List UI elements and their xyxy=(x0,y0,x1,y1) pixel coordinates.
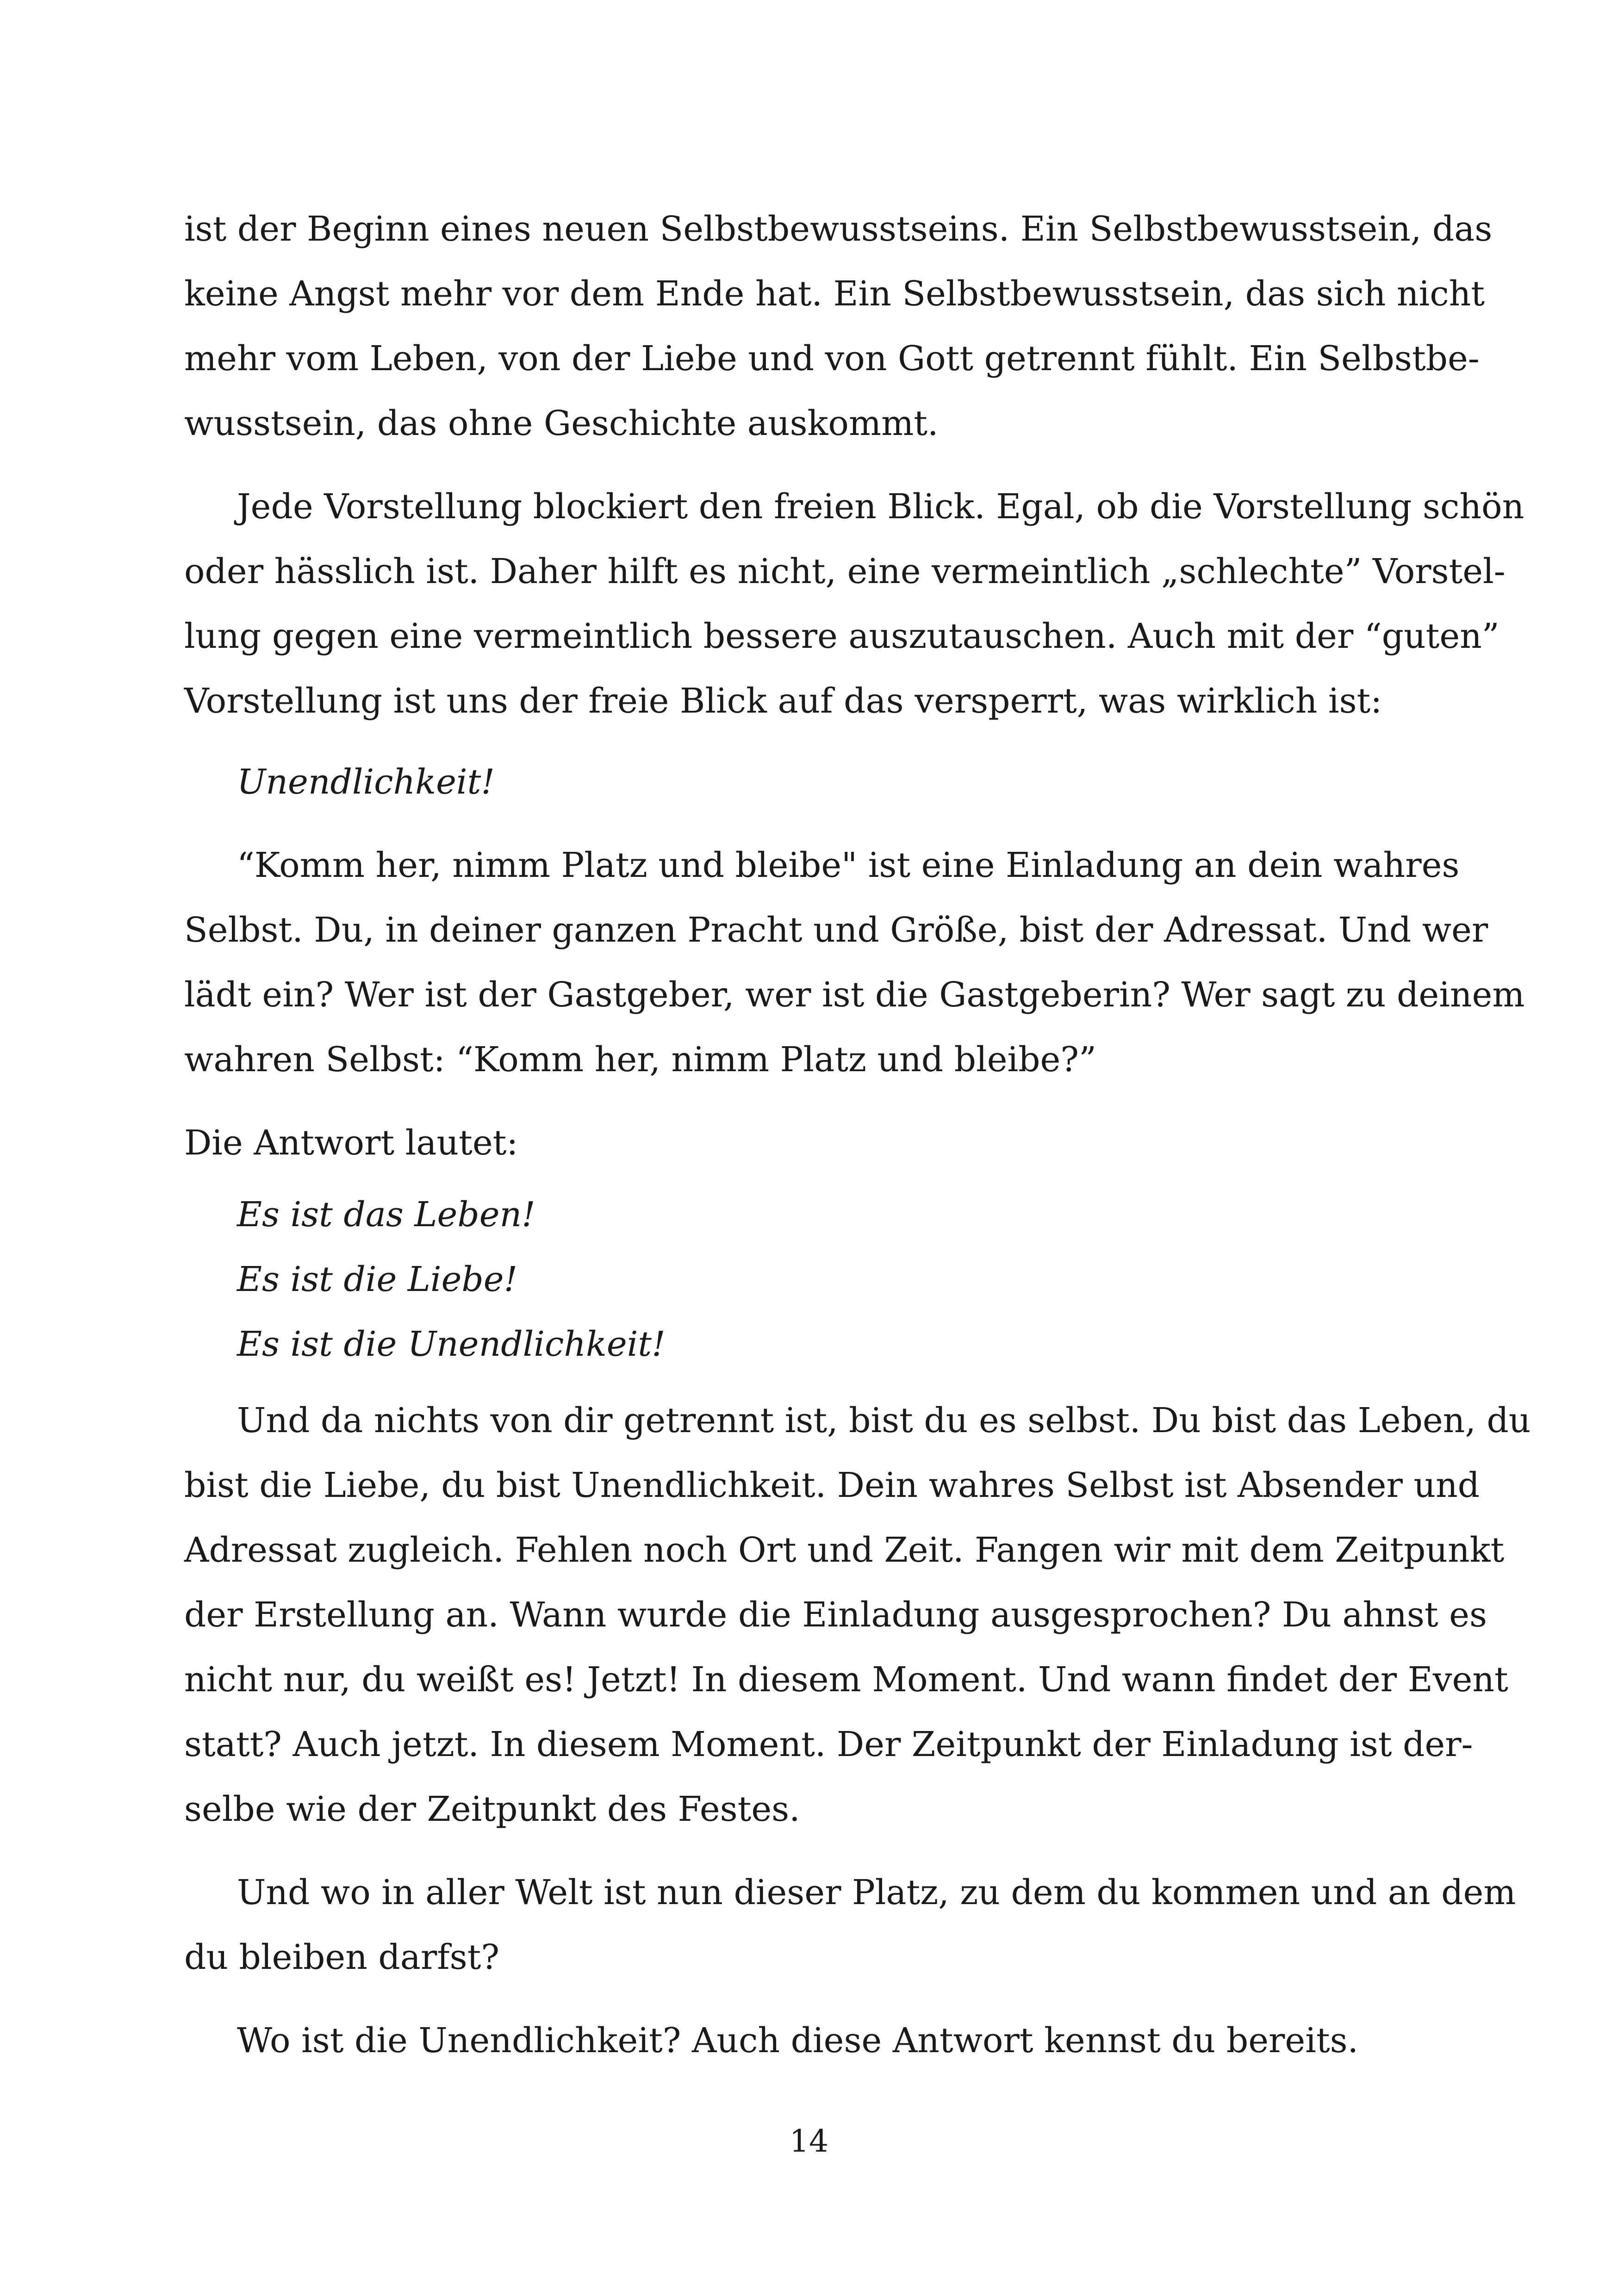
text-line: mehr vom Leben, von der Liebe und von Gott getrennt fühlt. Ein Selbstbe- xyxy=(184,339,1480,379)
answer-line: Es ist das Leben! xyxy=(237,1195,535,1235)
text-line: Und wo in aller Welt ist nun dieser Platz, zu dem du kommen und an dem xyxy=(237,1873,1516,1912)
text-line: Jede Vorstellung blockiert den freien Blick. Egal, ob die Vorstellung schön xyxy=(237,487,1525,527)
text-line: der Erstellung an. Wann wurde die Einladung ausgesprochen? Du ahnst es xyxy=(184,1595,1487,1635)
text-line: Adressat zugleich. Fehlen noch Ort und Zeit. Fangen wir mit dem Zeitpunkt xyxy=(184,1530,1505,1570)
answer-line: Es ist die Liebe! xyxy=(237,1260,518,1299)
text-line: “Komm her, nimm Platz und bleibe" ist eine Einladung an dein wahres xyxy=(237,845,1460,885)
text-line: keine Angst mehr vor dem Ende hat. Ein Selbstbewusstsein, das sich nicht xyxy=(184,274,1485,314)
text-line: ist der Beginn eines neuen Selbstbewusstseins. Ein Selbstbewusstsein, das xyxy=(184,209,1493,249)
text-line: statt? Auch jetzt. In diesem Moment. Der Zeitpunkt der Einladung ist der- xyxy=(184,1725,1473,1764)
text-line: bist die Liebe, du bist Unendlichkeit. Dein wahres Selbst ist Absender und xyxy=(184,1465,1480,1505)
text-line: Wo ist die Unendlichkeit? Auch diese Antwort kennst du bereits. xyxy=(237,2021,1359,2060)
text-line: Und da nichts von dir getrennt ist, bist du es selbst. Du bist das Leben, du xyxy=(237,1401,1531,1440)
text-line: Die Antwort lautet: xyxy=(184,1123,518,1163)
text-line: lung gegen eine vermeintlich bessere auszutauschen. Auch mit der “guten” xyxy=(184,616,1500,656)
text-line: wusstsein, das ohne Geschichte auskommt. xyxy=(184,403,939,443)
page-number: 14 xyxy=(790,2123,828,2159)
text-line: lädt ein? Wer ist der Gastgeber, wer ist die Gastgeberin? Wer sagt zu deinem xyxy=(184,975,1525,1015)
text-line: selbe wie der Zeitpunkt des Festes. xyxy=(184,1789,800,1829)
text-line: wahren Selbst: “Komm her, nimm Platz und bleibe?” xyxy=(184,1040,1096,1080)
text-line: Vorstellung ist uns der freie Blick auf das versperrt, was wirklich ist: xyxy=(184,681,1382,721)
text-line: du bleiben darfst? xyxy=(184,1937,500,1977)
text-line: nicht nur, du weißt es! Jetzt! In diesem Moment. Und wann findet der Event xyxy=(184,1660,1508,1700)
answer-line: Es ist die Unendlichkeit! xyxy=(237,1324,666,1364)
emphasis-line: Unendlichkeit! xyxy=(237,762,495,802)
text-line: oder hässlich ist. Daher hilft es nicht, eine vermeintlich „schlechte” Vorstel- xyxy=(184,552,1506,591)
text-line: Selbst. Du, in deiner ganzen Pracht und Größe, bist der Adressat. Und wer xyxy=(184,910,1488,950)
